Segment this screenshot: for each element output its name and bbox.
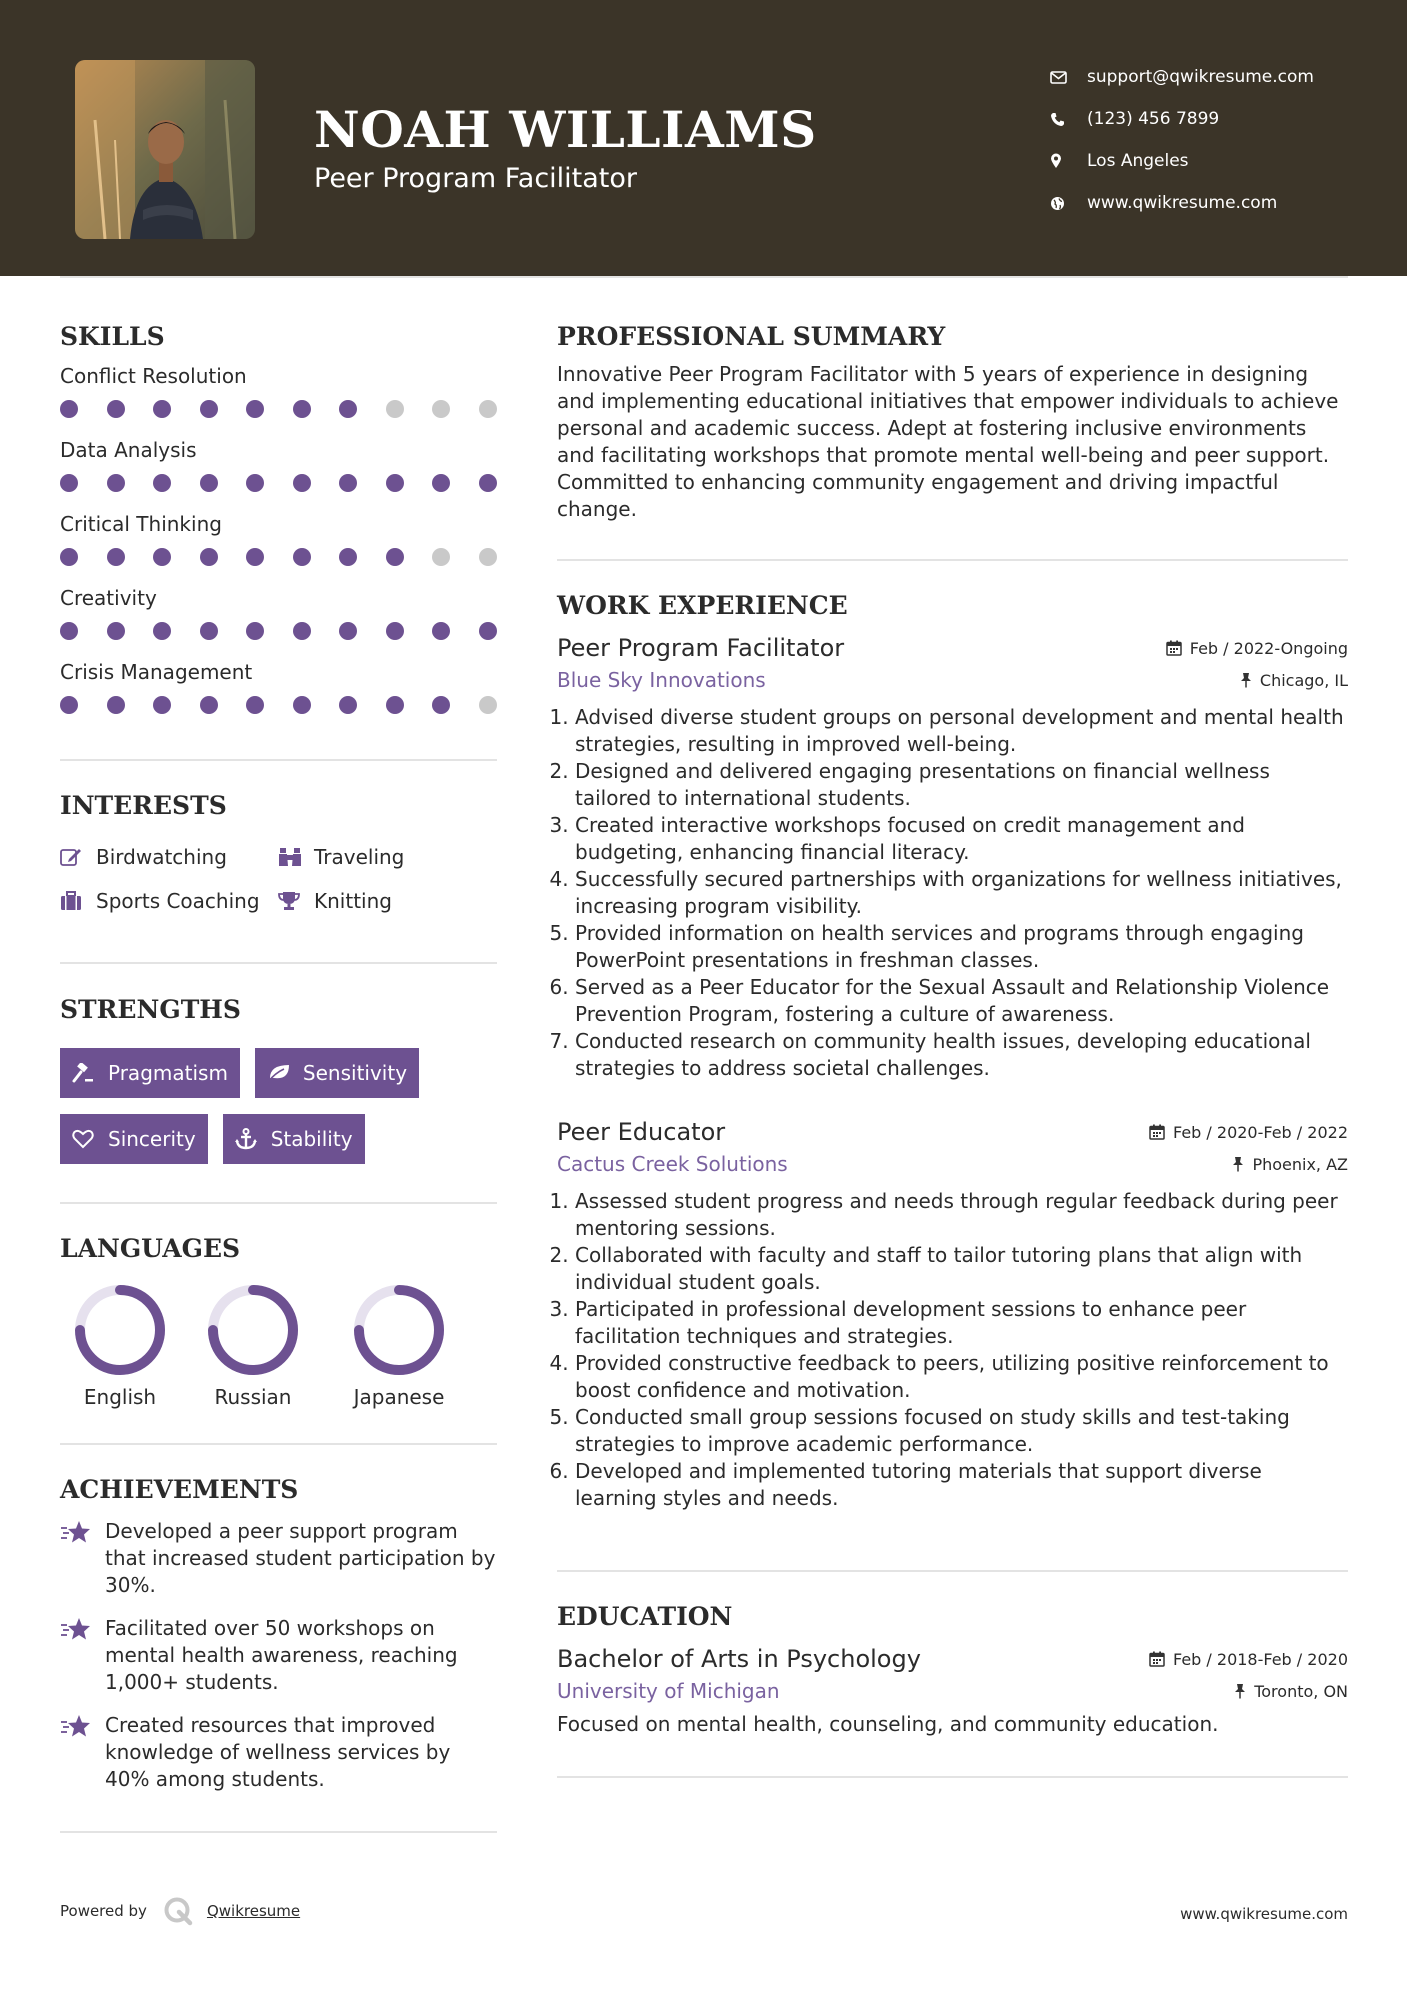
experience-title: WORK EXPERIENCE	[557, 591, 848, 620]
skill-dot-filled	[107, 696, 125, 714]
skill-dot-filled	[293, 474, 311, 492]
qwikresume-logo-icon	[163, 1896, 193, 1926]
contact-location	[1050, 140, 1314, 182]
calendar-icon	[1149, 1124, 1165, 1140]
company-name: Cactus Creek Solutions	[557, 1152, 788, 1176]
resume-header	[0, 0, 1407, 276]
skill-dot-empty	[432, 400, 450, 418]
strength-tag	[255, 1048, 419, 1098]
bullet-item: 6. Served as a Peer Educator for the Sexual Assault and Relationship Violence Prevention Program, fostering a culture of awareness.	[575, 974, 1348, 1028]
skill-dot-filled	[60, 400, 78, 418]
skill-dot-filled	[200, 696, 218, 714]
skill-dot-filled	[386, 548, 404, 566]
footer-website[interactable]: www.qwikresume.com	[1180, 1905, 1348, 1923]
trophy-icon	[278, 891, 314, 911]
job-dates	[1149, 1123, 1348, 1142]
contact-phone-text: (123) 456 7899	[1087, 109, 1220, 129]
languages-title: LANGUAGES	[60, 1234, 241, 1263]
skill-row	[60, 435, 497, 509]
skill-dot-filled	[386, 696, 404, 714]
skill-dot-empty	[479, 696, 497, 714]
achievements-title: ACHIEVEMENTS	[60, 1475, 299, 1504]
skill-name: Critical Thinking	[60, 512, 222, 536]
skill-name: Data Analysis	[60, 438, 197, 462]
skill-dot-filled	[246, 696, 264, 714]
bullet-item: 5. Conducted small group sessions focused on study skills and test-taking strategies to improve academic performance.	[575, 1404, 1348, 1458]
skill-dot-filled	[339, 622, 357, 640]
leaf-icon	[267, 1063, 303, 1083]
achievement-item	[60, 1615, 497, 1696]
interest-item	[60, 842, 278, 872]
interest-item	[60, 886, 278, 916]
bullet-item: 1. Assessed student progress and needs through regular feedback during peer mentoring sessions.	[575, 1188, 1348, 1242]
envelope-icon	[1050, 71, 1087, 84]
skill-dot-filled	[153, 474, 171, 492]
skill-dot-filled	[200, 622, 218, 640]
bullet-item: 5. Provided information on health services and programs through engaging PowerPoint presentations in freshman classes.	[575, 920, 1348, 974]
contact-list	[1050, 56, 1314, 224]
skill-dot-filled	[386, 474, 404, 492]
languages-list	[60, 1283, 497, 1409]
skill-dot-filled	[107, 622, 125, 640]
skill-rating	[60, 687, 497, 731]
skill-dot-filled	[246, 622, 264, 640]
strength-label: Sensitivity	[302, 1061, 408, 1085]
achievement-text: Created resources that improved knowledge of wellness services by 40% among students.	[105, 1713, 451, 1791]
interest-label: Sports Coaching	[96, 889, 260, 913]
star-icon	[60, 1615, 105, 1696]
calendar-icon	[1166, 640, 1182, 656]
candidate-title: Peer Program Facilitator	[314, 163, 638, 194]
skill-row	[60, 583, 497, 657]
skills-list	[60, 361, 497, 731]
skill-dot-filled	[293, 622, 311, 640]
skill-row	[60, 361, 497, 435]
skill-dot-filled	[200, 474, 218, 492]
section-divider	[557, 1776, 1348, 1778]
job-location	[1232, 1155, 1348, 1174]
contact-email[interactable]	[1050, 56, 1314, 98]
skill-row	[60, 657, 497, 731]
job-entry	[557, 1118, 1348, 1512]
language-gauge	[73, 1283, 167, 1377]
bullet-item: 4. Successfully secured partnerships with organizations for wellness initiatives, increasing program visibility.	[575, 866, 1348, 920]
skill-dot-filled	[107, 548, 125, 566]
language-gauge	[206, 1283, 300, 1377]
skill-dot-empty	[386, 400, 404, 418]
achievement-item	[60, 1518, 497, 1599]
bullet-item: 7. Conducted research on community health issues, developing educational strategies to address societal challenges.	[575, 1028, 1348, 1082]
summary-title: PROFESSIONAL SUMMARY	[557, 322, 946, 351]
skill-dot-filled	[60, 474, 78, 492]
pushpin-icon	[1234, 1683, 1246, 1699]
candidate-name: NOAH WILLIAMS	[314, 100, 817, 159]
bullet-item: 3. Created interactive workshops focused on credit management and budgeting, enhancing financial literacy.	[575, 812, 1348, 866]
strength-tag	[60, 1114, 208, 1164]
job-dates-text: Feb / 2022-Ongoing	[1189, 638, 1348, 658]
interests-list	[60, 842, 497, 916]
job-bullets	[557, 1188, 1348, 1512]
skill-name: Conflict Resolution	[60, 364, 247, 388]
skill-dot-filled	[479, 474, 497, 492]
skill-dot-filled	[153, 696, 171, 714]
edit-icon	[60, 847, 96, 867]
contact-website[interactable]	[1050, 182, 1314, 224]
contact-website-text: www.qwikresume.com	[1087, 193, 1278, 213]
skill-dot-filled	[153, 622, 171, 640]
achievements-list	[60, 1518, 497, 1793]
skill-dot-filled	[153, 548, 171, 566]
skill-dot-filled	[339, 474, 357, 492]
job-dates	[1166, 639, 1348, 658]
contact-phone[interactable]	[1050, 98, 1314, 140]
job-title: Peer Program Facilitator	[557, 634, 845, 662]
star-icon	[60, 1712, 105, 1793]
bullet-item: 2. Collaborated with faculty and staff to tailor tutoring plans that align with individual student goals.	[575, 1242, 1348, 1296]
strength-label: Pragmatism	[108, 1061, 228, 1085]
pushpin-icon	[1240, 672, 1252, 688]
education-description: Focused on mental health, counseling, and community education.	[557, 1712, 1219, 1736]
language-item	[180, 1283, 326, 1409]
footer-powered-by	[60, 1896, 300, 1926]
degree-title: Bachelor of Arts in Psychology	[557, 1645, 921, 1673]
strengths-title: STRENGTHS	[60, 995, 241, 1024]
achievement-text: Developed a peer support program that increased student participation by 30%.	[105, 1519, 496, 1597]
interest-label: Traveling	[314, 845, 405, 869]
star-icon	[60, 1518, 105, 1599]
skill-dot-filled	[246, 548, 264, 566]
globe-icon	[1050, 196, 1087, 211]
education-location-text: Toronto, ON	[1254, 1681, 1348, 1701]
skill-name: Creativity	[60, 586, 157, 610]
section-divider	[60, 1831, 497, 1833]
skill-rating	[60, 539, 497, 583]
skill-dot-filled	[339, 696, 357, 714]
skill-name: Crisis Management	[60, 660, 253, 684]
summary-text: Innovative Peer Program Facilitator with 5 years of experience in designing and implementing educational initiatives that empower individuals to achieve personal and academic success. Adept at fostering inclusive environments and facilitating workshops that promote mental well-being and peer support. Committed to enhancing community engagement and driving impactful change.	[557, 362, 1339, 521]
phone-icon	[1050, 112, 1087, 127]
interests-title: INTERESTS	[60, 791, 227, 820]
bullet-item: 4. Provided constructive feedback to peers, utilizing positive reinforcement to boost confidence and motivation.	[575, 1350, 1348, 1404]
bullet-item: 2. Designed and delivered engaging presentations on financial wellness tailored to international students.	[575, 758, 1348, 812]
anchor-icon	[235, 1128, 271, 1150]
skill-dot-filled	[479, 622, 497, 640]
strength-tag	[223, 1114, 365, 1164]
skill-dot-filled	[293, 696, 311, 714]
interest-label: Birdwatching	[96, 845, 227, 869]
strengths-list	[60, 1048, 497, 1164]
education-dates	[1149, 1650, 1348, 1669]
language-item	[60, 1283, 180, 1409]
skill-dot-filled	[107, 474, 125, 492]
job-location-text: Chicago, IL	[1259, 670, 1348, 690]
powered-by-text: Powered by	[60, 1902, 147, 1920]
left-column	[60, 278, 497, 1833]
right-column	[557, 278, 1348, 1778]
contact-email-text: support@qwikresume.com	[1087, 67, 1314, 87]
gavel-icon	[72, 1063, 108, 1083]
skill-dot-filled	[107, 400, 125, 418]
qwikresume-link[interactable]: Qwikresume	[206, 1902, 301, 1920]
skill-dot-filled	[153, 400, 171, 418]
language-gauge	[352, 1283, 446, 1377]
job-location-text: Phoenix, AZ	[1252, 1154, 1348, 1174]
skill-rating	[60, 613, 497, 657]
school-name: University of Michigan	[557, 1679, 780, 1703]
job-title: Peer Educator	[557, 1118, 726, 1146]
strength-label: Sincerity	[108, 1127, 196, 1151]
skill-dot-empty	[479, 548, 497, 566]
skill-dot-empty	[432, 548, 450, 566]
briefcase-icon	[60, 891, 96, 911]
skill-dot-filled	[432, 622, 450, 640]
skill-dot-filled	[246, 474, 264, 492]
bullet-item: 3. Participated in professional development sessions to enhance peer facilitation techniques and strategies.	[575, 1296, 1348, 1350]
profile-photo	[75, 60, 255, 239]
skill-dot-filled	[339, 400, 357, 418]
skill-dot-filled	[246, 400, 264, 418]
calendar-icon	[1149, 1651, 1165, 1667]
skill-dot-filled	[293, 548, 311, 566]
language-name: English	[83, 1385, 157, 1409]
bullet-item: 6. Developed and implemented tutoring materials that support diverse learning styles and needs.	[575, 1458, 1348, 1512]
skill-dot-filled	[432, 474, 450, 492]
binoculars-icon	[278, 847, 314, 867]
language-name: Russian	[214, 1385, 292, 1409]
location-pin-icon	[1050, 153, 1087, 169]
skills-title: SKILLS	[60, 322, 165, 351]
job-bullets	[557, 704, 1348, 1082]
skill-dot-filled	[60, 548, 78, 566]
skill-dot-filled	[200, 400, 218, 418]
skill-dot-filled	[200, 548, 218, 566]
pushpin-icon	[1232, 1156, 1244, 1172]
achievement-item	[60, 1712, 497, 1793]
interest-label: Knitting	[314, 889, 392, 913]
interest-item	[278, 886, 497, 916]
bullet-item: 1. Advised diverse student groups on personal development and mental health strategies, resulting in improved well-being.	[575, 704, 1348, 758]
skill-dot-filled	[432, 696, 450, 714]
skill-dot-empty	[479, 400, 497, 418]
skill-dot-filled	[60, 696, 78, 714]
strength-label: Stability	[270, 1127, 353, 1151]
job-dates-text: Feb / 2020-Feb / 2022	[1173, 1122, 1348, 1142]
education-location	[1234, 1682, 1348, 1701]
contact-location-text: Los Angeles	[1087, 151, 1189, 171]
skill-row	[60, 509, 497, 583]
job-entry	[557, 634, 1348, 1082]
language-name: Japanese	[353, 1385, 445, 1409]
education-entry	[557, 1645, 1348, 1738]
skill-dot-filled	[60, 622, 78, 640]
skill-dot-filled	[386, 622, 404, 640]
education-dates-text: Feb / 2018-Feb / 2020	[1173, 1649, 1348, 1669]
achievement-text: Facilitated over 50 workshops on mental health awareness, reaching 1,000+ students.	[105, 1616, 458, 1694]
company-name: Blue Sky Innovations	[557, 668, 766, 692]
interest-item	[278, 842, 497, 872]
skill-dot-filled	[339, 548, 357, 566]
strength-tag	[60, 1048, 240, 1098]
language-item	[326, 1283, 472, 1409]
job-location	[1240, 671, 1348, 690]
skill-rating	[60, 391, 497, 435]
heart-icon	[72, 1129, 108, 1149]
skill-dot-filled	[293, 400, 311, 418]
skill-rating	[60, 465, 497, 509]
education-title: EDUCATION	[557, 1602, 733, 1631]
